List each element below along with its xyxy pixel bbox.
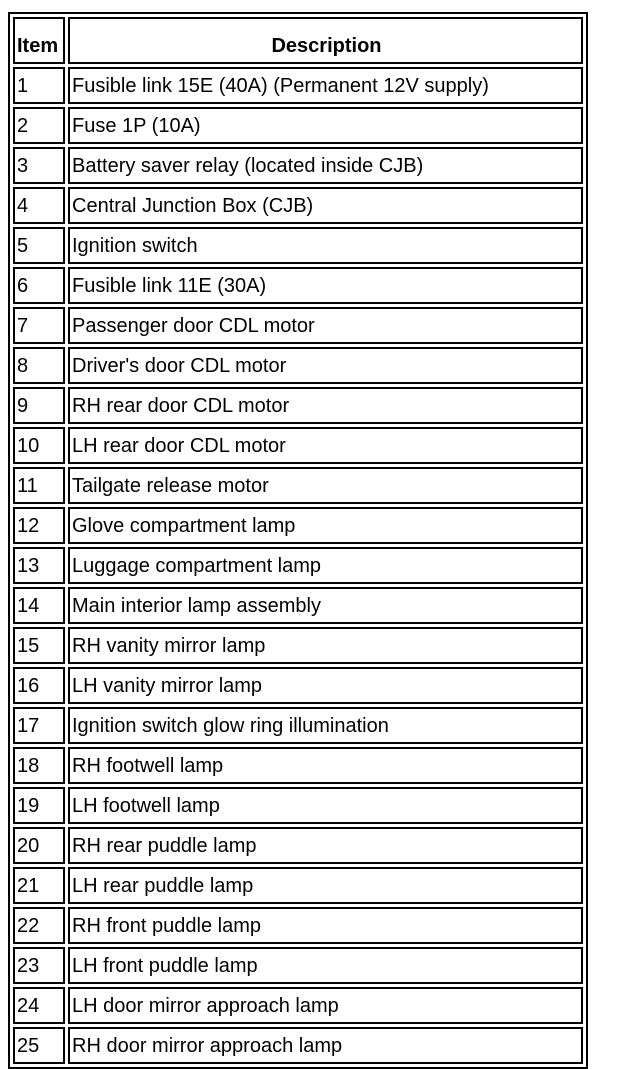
item-number-cell: 10 — [13, 427, 65, 464]
item-number-cell: 2 — [13, 107, 65, 144]
item-column-header: Item — [13, 17, 65, 64]
item-number-cell: 20 — [13, 827, 65, 864]
table-header-row — [13, 17, 583, 64]
item-number-cell: 18 — [13, 747, 65, 784]
description-column-header: Description — [68, 17, 583, 64]
item-number-cell: 23 — [13, 947, 65, 984]
table-row — [13, 587, 583, 624]
item-description-cell: RH vanity mirror lamp — [68, 627, 583, 664]
item-description-cell: LH front puddle lamp — [68, 947, 583, 984]
item-number-cell: 13 — [13, 547, 65, 584]
table-row — [13, 307, 583, 344]
table-row — [13, 907, 583, 944]
item-description-cell: Ignition switch — [68, 227, 583, 264]
table-row — [13, 667, 583, 704]
item-number-cell: 19 — [13, 787, 65, 824]
item-number-cell: 4 — [13, 187, 65, 224]
table-row — [13, 987, 583, 1024]
item-description-cell: Battery saver relay (located inside CJB) — [68, 147, 583, 184]
item-number-cell: 12 — [13, 507, 65, 544]
table-row — [13, 67, 583, 104]
item-description-cell: Glove compartment lamp — [68, 507, 583, 544]
table-row — [13, 107, 583, 144]
item-number-cell: 15 — [13, 627, 65, 664]
table-row — [13, 627, 583, 664]
item-number-cell: 21 — [13, 867, 65, 904]
table-row — [13, 427, 583, 464]
item-description-cell: Luggage compartment lamp — [68, 547, 583, 584]
item-description-cell: RH door mirror approach lamp — [68, 1027, 583, 1064]
item-description-cell: Main interior lamp assembly — [68, 587, 583, 624]
table-row — [13, 147, 583, 184]
item-description-cell: LH vanity mirror lamp — [68, 667, 583, 704]
item-description-cell: Central Junction Box (CJB) — [68, 187, 583, 224]
item-description-cell: LH door mirror approach lamp — [68, 987, 583, 1024]
item-description-cell: Ignition switch glow ring illumination — [68, 707, 583, 744]
table-row — [13, 867, 583, 904]
item-description-cell: RH rear door CDL motor — [68, 387, 583, 424]
table-row — [13, 227, 583, 264]
item-description-cell: Driver's door CDL motor — [68, 347, 583, 384]
item-description-cell: Tailgate release motor — [68, 467, 583, 504]
item-description-cell: Fusible link 11E (30A) — [68, 267, 583, 304]
component-legend-table — [8, 12, 588, 1069]
item-number-cell: 14 — [13, 587, 65, 624]
table-row — [13, 467, 583, 504]
table-row — [13, 787, 583, 824]
table-body — [13, 67, 583, 1064]
item-description-cell: RH rear puddle lamp — [68, 827, 583, 864]
item-number-cell: 9 — [13, 387, 65, 424]
item-description-cell: LH rear puddle lamp — [68, 867, 583, 904]
item-number-cell: 22 — [13, 907, 65, 944]
item-description-cell: Passenger door CDL motor — [68, 307, 583, 344]
table-row — [13, 547, 583, 584]
item-number-cell: 16 — [13, 667, 65, 704]
item-description-cell: Fusible link 15E (40A) (Permanent 12V supply) — [68, 67, 583, 104]
table-row — [13, 747, 583, 784]
item-number-cell: 11 — [13, 467, 65, 504]
table-row — [13, 347, 583, 384]
table-row — [13, 707, 583, 744]
item-number-cell: 6 — [13, 267, 65, 304]
table-row — [13, 387, 583, 424]
table-row — [13, 507, 583, 544]
item-description-cell: LH footwell lamp — [68, 787, 583, 824]
item-description-cell: RH footwell lamp — [68, 747, 583, 784]
item-number-cell: 3 — [13, 147, 65, 184]
item-number-cell: 1 — [13, 67, 65, 104]
item-number-cell: 17 — [13, 707, 65, 744]
item-number-cell: 7 — [13, 307, 65, 344]
item-description-cell: LH rear door CDL motor — [68, 427, 583, 464]
item-number-cell: 5 — [13, 227, 65, 264]
table-row — [13, 827, 583, 864]
item-number-cell: 24 — [13, 987, 65, 1024]
item-number-cell: 25 — [13, 1027, 65, 1064]
item-description-cell: Fuse 1P (10A) — [68, 107, 583, 144]
item-number-cell: 8 — [13, 347, 65, 384]
table-row — [13, 947, 583, 984]
table-row — [13, 187, 583, 224]
table-row — [13, 267, 583, 304]
table-row — [13, 1027, 583, 1064]
item-description-cell: RH front puddle lamp — [68, 907, 583, 944]
